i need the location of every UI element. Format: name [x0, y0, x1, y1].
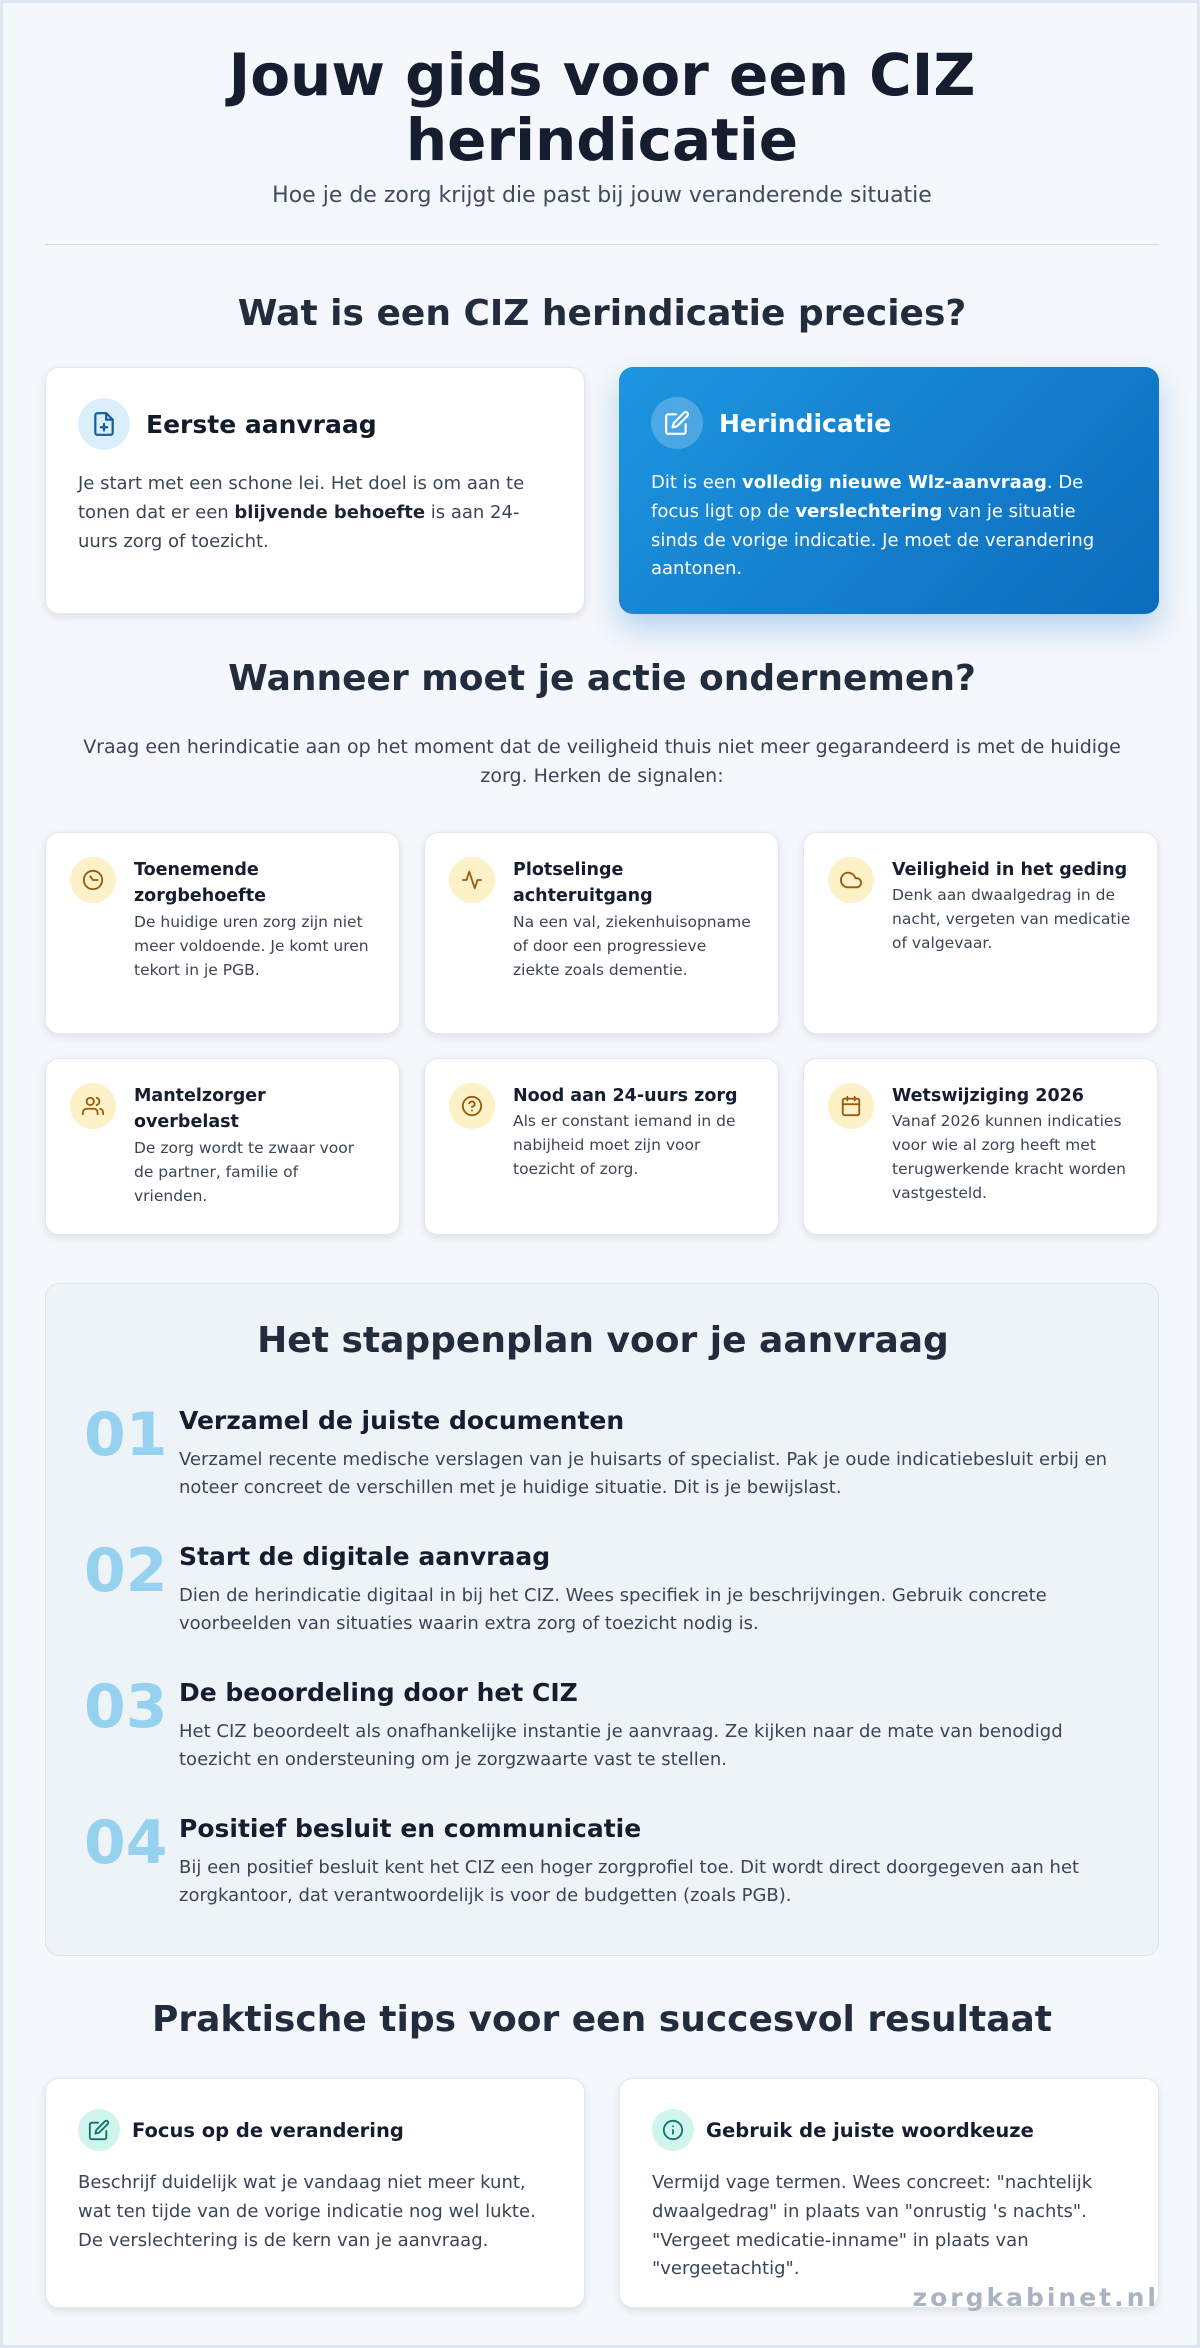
activity-icon [449, 857, 495, 903]
edit-icon [78, 2109, 120, 2151]
tip-title: Focus op de verandering [132, 2118, 404, 2142]
help-circle-icon [449, 1083, 495, 1129]
signal-title: Veiligheid in het geding [892, 860, 1128, 880]
file-plus-icon [78, 398, 130, 450]
card-first-application [45, 367, 585, 614]
signal-text: Vanaf 2026 kunnen indicaties voor wie al zorg heeft met terugwerkende kracht worden vastgesteld. [892, 1112, 1126, 1203]
step-number: 02 [84, 1536, 168, 1606]
card-reindication [619, 367, 1159, 614]
step-title: Verzamel de juiste documenten [179, 1406, 625, 1435]
tip-title: Gebruik de juiste woordkeuze [706, 2118, 1034, 2142]
page-title: Jouw gids voor een CIZ herindicatie [228, 41, 976, 174]
tip-text: Beschrijf duidelijk wat je vandaag niet meer kunt, wat ten tijde van de vorige indicatie nog wel lukte. De verslechtering is de kern van je aanvraag. [78, 2172, 536, 2251]
step-text: Dien de herindicatie digitaal in bij het CIZ. Wees specifiek in je beschrijvingen. Gebruik concrete voorbeelden van situaties waarin extra zorg of toezicht nodig is. [179, 1584, 1047, 1635]
card-text: Dit is een volledig nieuwe Wlz-aanvraag. De focus ligt op de verslechtering van je situatie sinds de vorige indicatie. Je moet de verandering aantonen. [651, 472, 1095, 580]
step-number: 01 [84, 1400, 168, 1470]
step-text: Bij een positief besluit kent het CIZ een hoger zorgprofiel toe. Dit wordt direct doorgegeven aan het zorgkantoor, dat verantwoordelijk is voor de budgetten (zoals PGB). [179, 1856, 1080, 1907]
card-title: Eerste aanvraag [146, 409, 377, 439]
step-title: Start de digitale aanvraag [179, 1542, 551, 1571]
signal-title: Wetswijziging 2026 [892, 1086, 1084, 1106]
tip-card [619, 2078, 1159, 2308]
step-title: Positief besluit en communicatie [179, 1814, 642, 1843]
step-item [84, 1536, 1124, 1639]
steps-panel [45, 1283, 1159, 1956]
users-icon [70, 1083, 116, 1129]
card-text: Je start met een schone lei. Het doel is om aan te tonen dat er een blijvende behoefte is aan 24-uurs zorg of toezicht. [78, 473, 525, 552]
signal-title: Mantelzorger overbelast [134, 1086, 266, 1133]
signal-text: Na een val, ziekenhuisopname of door een progressieve ziekte zoals dementie. [513, 912, 751, 979]
signal-text: De huidige uren zorg zijn niet meer voldoende. Je komt uren tekort in je PGB. [134, 912, 369, 979]
section-title-tips: Praktische tips voor een succesvol resultaat [152, 1999, 1052, 2040]
page-subtitle: Hoe je de zorg krijgt die past bij jouw veranderende situatie [272, 183, 932, 208]
step-number: 04 [84, 1808, 168, 1878]
tip-text: Vermijd vage termen. Wees concreet: "nachtelijk dwaalgedrag" in plaats van "onrustig 's nachts". "Vergeet medicatie-inname" in plaats van "vergeetachtig". [652, 2172, 1093, 2280]
section-title-steps: Het stappenplan voor je aanvraag [257, 1320, 949, 1361]
pencil-square-icon [651, 397, 703, 449]
step-item [84, 1672, 1124, 1775]
signal-text: Als er constant iemand in de nabijheid moet zijn voor toezicht of zorg. [513, 1112, 736, 1179]
gauge-icon [70, 857, 116, 903]
signal-title: Plotselinge achteruitgang [513, 860, 653, 907]
step-title: De beoordeling door het CIZ [179, 1678, 578, 1707]
signal-title: Toenemende zorgbehoefte [134, 860, 266, 907]
page [3, 3, 1197, 2345]
section-title-when: Wanneer moet je actie ondernemen? [228, 658, 976, 699]
signal-card [803, 832, 1158, 1034]
signal-card [45, 1058, 400, 1235]
watermark: zorgkabinet.nl [912, 2283, 1159, 2312]
signal-card [424, 1058, 779, 1235]
signal-card [45, 832, 400, 1034]
cloud-icon [828, 857, 874, 903]
step-text: Het CIZ beoordeelt als onafhankelijke instantie je aanvraag. Ze kijken naar de mate van benodigd toezicht en ondersteuning om je zorgzwaarte vast te stellen. [179, 1720, 1063, 1771]
content [45, 3, 1159, 2345]
divider [45, 244, 1159, 245]
info-icon [652, 2109, 694, 2151]
signal-text: De zorg wordt te zwaar voor de partner, familie of vrienden. [134, 1138, 355, 1205]
step-item [84, 1808, 1124, 1911]
calendar-icon [828, 1083, 874, 1129]
card-title: Herindicatie [719, 408, 892, 438]
step-text: Verzamel recente medische verslagen van je huisarts of specialist. Pak je oude indicatiebesluit erbij en noteer concreet de verschillen met je huidige situatie. Dit is je bewijslast. [179, 1448, 1108, 1499]
section-title-what: Wat is een CIZ herindicatie precies? [237, 293, 967, 334]
signal-title: Nood aan 24-uurs zorg [513, 1086, 738, 1106]
step-item [84, 1400, 1124, 1503]
signal-card [803, 1058, 1158, 1235]
tip-card [45, 2078, 585, 2308]
signal-card [424, 832, 779, 1034]
section-intro: Vraag een herindicatie aan op het moment dat de veiligheid thuis niet meer gegarandeerd is met de huidige zorg. Herken de signalen: [83, 736, 1121, 788]
step-number: 03 [84, 1672, 168, 1742]
signal-text: Denk aan dwaalgedrag in de nacht, vergeten van medicatie of valgevaar. [892, 886, 1131, 953]
